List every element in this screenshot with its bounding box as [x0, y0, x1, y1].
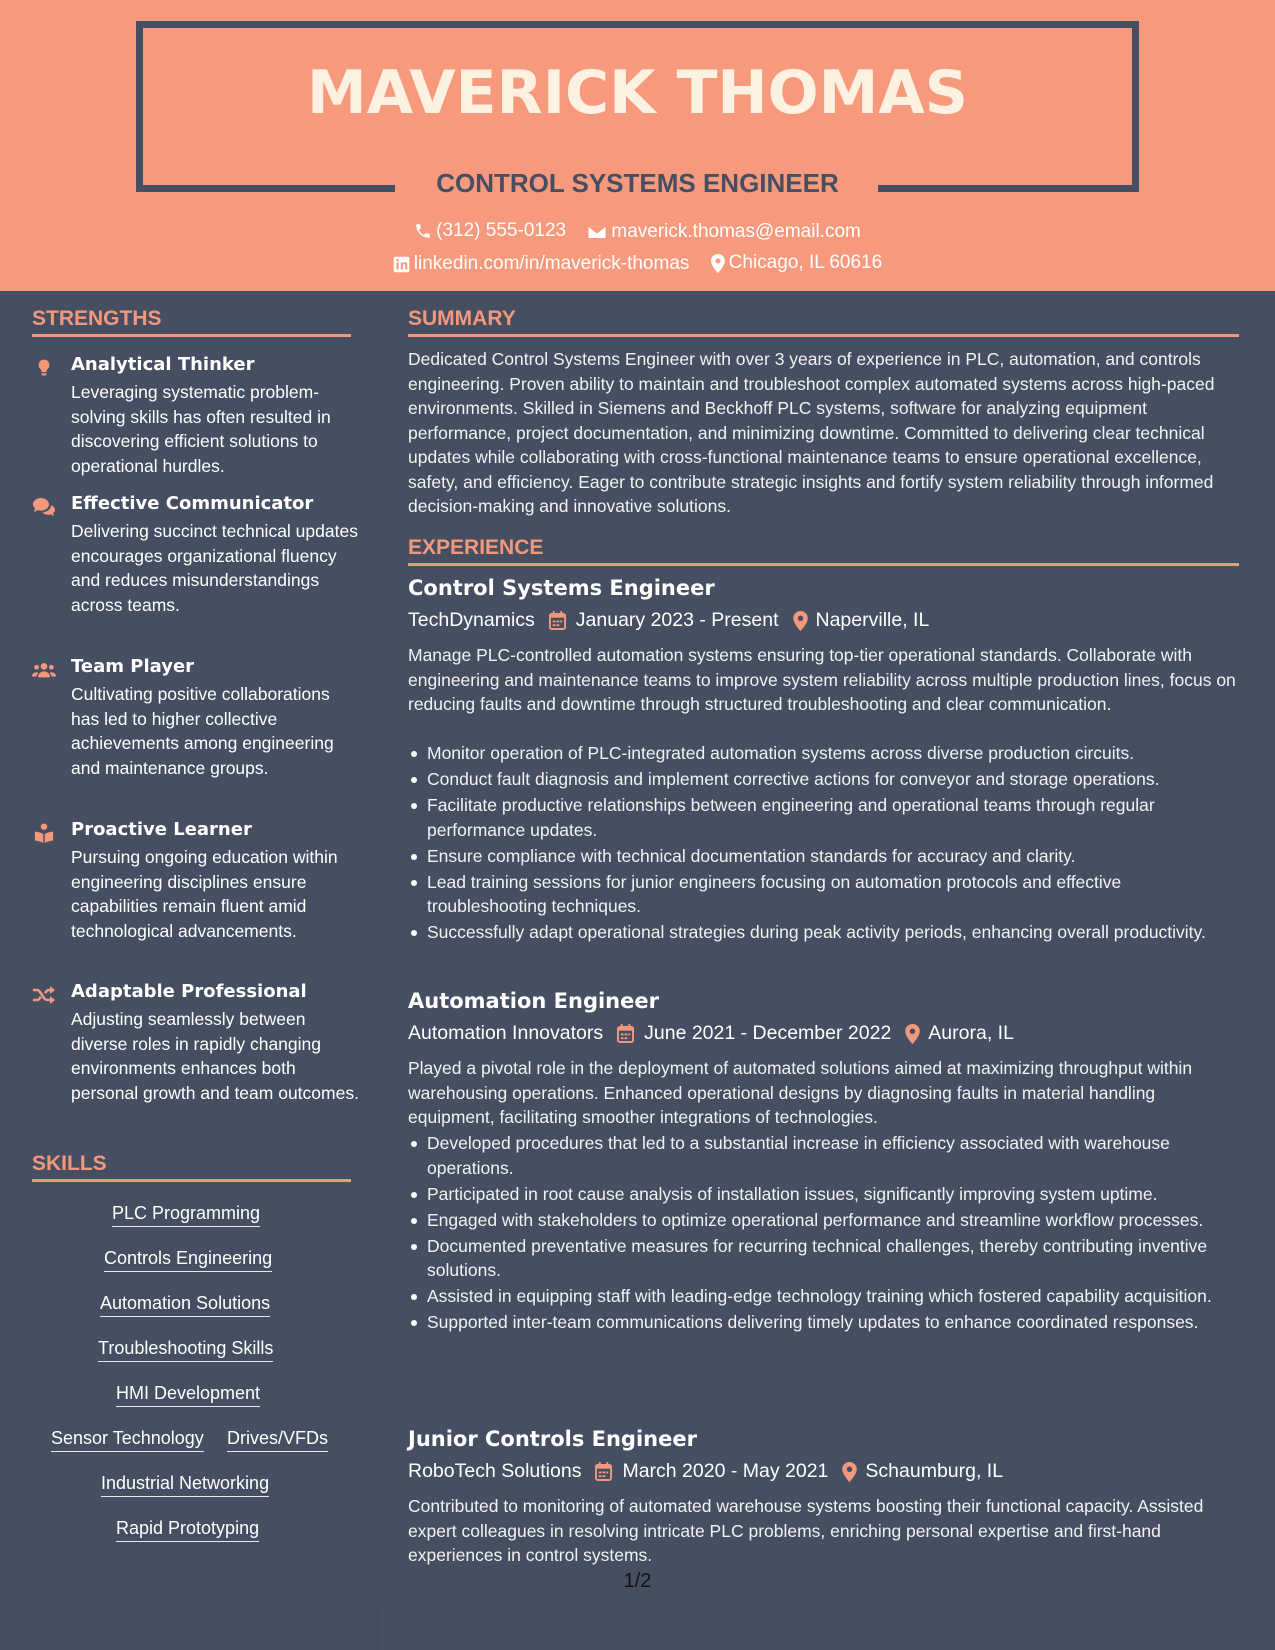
- job-title: Junior Controls Engineer: [408, 1427, 697, 1451]
- phone-text: (312) 555-0123: [436, 220, 567, 241]
- users-icon: [32, 660, 56, 680]
- job-dates: June 2021 - December 2022: [644, 1022, 892, 1044]
- skill-tag: Sensor Technology: [51, 1428, 204, 1452]
- job-company: Automation Innovators: [408, 1022, 604, 1044]
- resume-header: [0, 0, 1275, 291]
- list-item: Supported inter-team communications delivering timely updates to enhance coordinated responses.: [408, 1310, 1238, 1335]
- strength-title: Adaptable Professional: [71, 981, 307, 1002]
- list-item: Engaged with stakeholders to optimize operational performance and streamline workflow processes.: [408, 1208, 1238, 1233]
- summary-text: Dedicated Control Systems Engineer with over 3 years of experience in PLC, automation, and controls engineering. Proven ability to maintain and troubleshoot complex automated systems across high-paced environments. Skilled in Siemens and Beckhoff PLC systems, software for analyzing equipment performance, project documentation, and minimizing downtime. Committed to delivering clear technical updates while collaborating with cross-functional maintenance teams to ensure operational excellence, safety, and efficiency. Eager to contribute strategic insights and fortify system reliability through informed decision-making and innovative solutions.: [408, 349, 1215, 516]
- list-item: Successfully adapt operational strategies during peak activity periods, enhancing overall productivity.: [408, 920, 1238, 945]
- job-title: Automation Engineer: [408, 989, 659, 1013]
- map-marker-icon: [793, 611, 808, 631]
- job-company: RoboTech Solutions: [408, 1460, 582, 1482]
- job-description: Contributed to monitoring of automated warehouse systems boosting their functional capacity. Assisted expert colleagues in resolving intricate PLC problems, enriching personal expertise and first-hand experiences in control systems.: [408, 1496, 1204, 1565]
- comments-icon: [32, 497, 56, 517]
- job-meta: [408, 1022, 1014, 1045]
- job-description: Manage PLC-controlled automation systems ensuring top-tier operational standards. Collaborate with engineering and maintenance teams to improve system reliability across multiple production lines, focus on reducing faults and downtime through structured troubleshooting and clear communication.: [408, 645, 1236, 714]
- job-bullets: [408, 741, 1238, 946]
- strength-item: [32, 656, 352, 806]
- job-location: Aurora, IL: [928, 1022, 1014, 1044]
- book-reader-icon: [32, 823, 56, 843]
- calendar-icon: [549, 611, 566, 630]
- job-dates: January 2023 - Present: [575, 609, 779, 631]
- email-text: maverick.thomas@email.com: [611, 221, 861, 242]
- skills-heading: SKILLS: [32, 1152, 351, 1182]
- candidate-role: CONTROL SYSTEMS ENGINEER: [436, 168, 839, 198]
- strength-item: [32, 981, 359, 1131]
- skill-tag: Controls Engineering: [104, 1248, 272, 1272]
- summary-heading: SUMMARY: [408, 307, 1239, 337]
- shuffle-icon: [32, 985, 56, 1005]
- list-item: Developed procedures that led to a substantial increase in efficiency associated with warehouse operations.: [408, 1131, 1238, 1180]
- list-item: Monitor operation of PLC-integrated automation systems across diverse production circuits.: [408, 741, 1238, 766]
- strength-desc: Adjusting seamlessly between diverse roles in rapidly changing environments enhances both personal growth and team outcomes.: [71, 1009, 359, 1103]
- job-title: Control Systems Engineer: [408, 576, 715, 600]
- location-text: Chicago, IL 60616: [728, 252, 883, 273]
- contact-email[interactable]: [587, 221, 860, 243]
- strength-item: [32, 493, 358, 643]
- job-meta: [408, 1460, 1003, 1483]
- job-meta: [408, 609, 929, 632]
- skill-tag: Rapid Prototyping: [116, 1518, 259, 1542]
- strength-title: Proactive Learner: [71, 819, 252, 840]
- skill-tag: Drives/VFDs: [227, 1428, 328, 1452]
- map-marker-icon: [711, 254, 725, 273]
- skill-tag: HMI Development: [116, 1383, 260, 1407]
- strength-desc: Pursuing ongoing education within engineering disciplines ensure capabilities remain fluent amid technological advancements.: [71, 847, 338, 941]
- strength-title: Analytical Thinker: [71, 354, 255, 375]
- contact-row-1: [0, 220, 1275, 246]
- strength-item: [32, 354, 352, 484]
- job-company: TechDynamics: [408, 609, 535, 631]
- strength-desc: Cultivating positive collaborations has led to higher collective achievements among engineering and maintenance groups.: [71, 684, 334, 778]
- list-item: Lead training sessions for junior engineers focusing on automation protocols and effective troubleshooting techniques.: [408, 870, 1238, 919]
- list-item: Facilitate productive relationships between engineering and operational teams through regular performance updates.: [408, 793, 1238, 842]
- linkedin-text: linkedin.com/in/maverick-thomas: [413, 253, 690, 274]
- page-number: 1/2: [623, 1570, 652, 1592]
- strength-desc: Delivering succinct technical updates encourages organizational fluency and reduces misunderstandings across teams.: [71, 521, 358, 615]
- candidate-name: MAVERICK THOMAS: [307, 58, 968, 128]
- strength-item: [32, 819, 352, 969]
- skill-tag: Troubleshooting Skills: [98, 1338, 273, 1362]
- job-dates: March 2020 - May 2021: [622, 1460, 829, 1482]
- contact-location: [711, 252, 883, 274]
- list-item: Ensure compliance with technical documentation standards for accuracy and clarity.: [408, 844, 1238, 869]
- envelope-icon: [587, 224, 607, 240]
- strength-title: Team Player: [71, 656, 195, 677]
- calendar-icon: [617, 1024, 634, 1043]
- strength-desc: Leveraging systematic problem-solving skills has often resulted in discovering efficient solutions to operational hurdles.: [71, 382, 331, 476]
- skill-tag: Industrial Networking: [101, 1473, 269, 1497]
- skill-tag: PLC Programming: [112, 1203, 260, 1227]
- list-item: Conduct fault diagnosis and implement corrective actions for conveyor and storage operations.: [408, 767, 1238, 792]
- list-item: Documented preventative measures for recurring technical challenges, thereby contributing inventive solutions.: [408, 1234, 1238, 1283]
- strengths-heading: STRENGTHS: [32, 307, 351, 337]
- job-description: Played a pivotal role in the deployment of automated solutions aimed at maximizing throughput within warehousing operations. Enhanced operational designs by diagnosing faults in material handling equipment, facilitating smoother integrations of technologies.: [408, 1058, 1193, 1127]
- phone-icon: [414, 222, 432, 240]
- job-location: Naperville, IL: [815, 609, 930, 631]
- list-item: Assisted in equipping staff with leading-edge technology training which fostered capability acquisition.: [408, 1284, 1238, 1309]
- skill-tag: Automation Solutions: [100, 1293, 270, 1317]
- lightbulb-icon: [32, 358, 56, 378]
- list-item: Participated in root cause analysis of installation issues, significantly improving system uptime.: [408, 1182, 1238, 1207]
- experience-heading: EXPERIENCE: [408, 536, 1239, 566]
- linkedin-icon: [393, 256, 410, 273]
- calendar-icon: [595, 1462, 612, 1481]
- job-bullets: [408, 1131, 1238, 1336]
- contact-row-2: [0, 252, 1275, 279]
- map-marker-icon: [905, 1024, 920, 1044]
- strength-title: Effective Communicator: [71, 493, 314, 514]
- contact-phone[interactable]: [414, 220, 566, 242]
- column-divider: [382, 1605, 383, 1650]
- job-location: Schaumburg, IL: [865, 1460, 1004, 1482]
- map-marker-icon: [842, 1462, 857, 1482]
- contact-linkedin[interactable]: [393, 253, 690, 275]
